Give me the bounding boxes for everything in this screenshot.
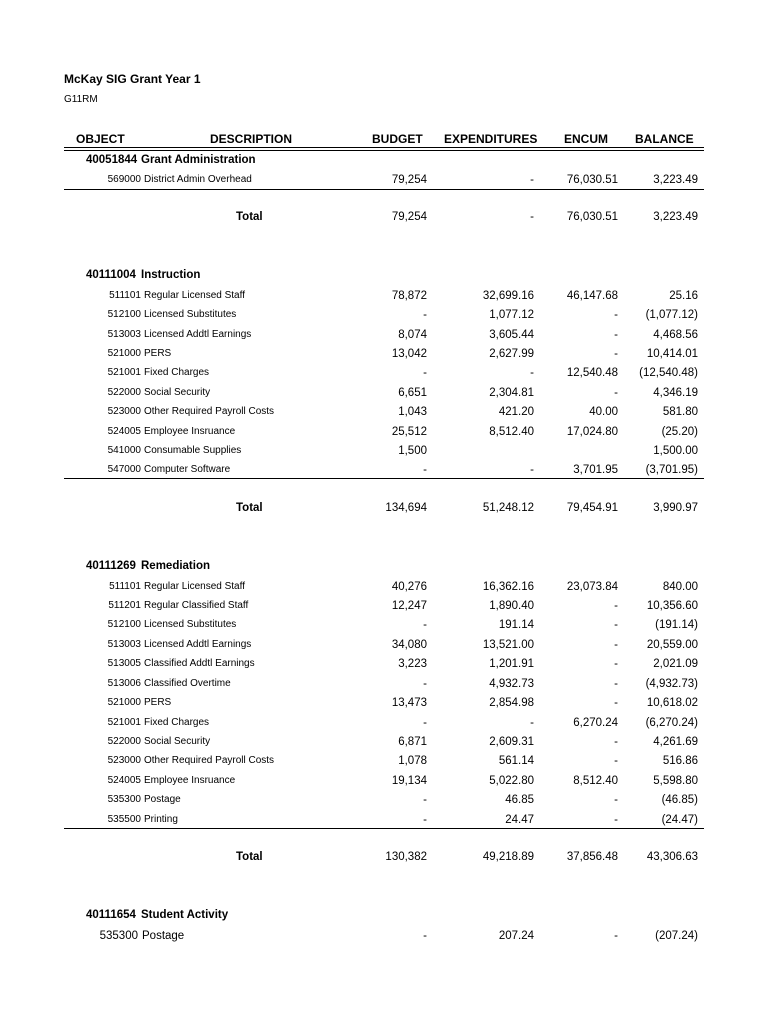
object-code: 511101 xyxy=(109,581,141,592)
budget-value: 34,080 xyxy=(391,639,427,651)
table-row xyxy=(64,636,704,654)
section-name: Instruction xyxy=(141,269,201,281)
balance-value: (3,701.95) xyxy=(645,464,698,476)
balance-value: 2,021.09 xyxy=(653,658,698,670)
expenditures-value: 32,699.16 xyxy=(482,290,534,302)
description: Regular Licensed Staff xyxy=(144,290,245,301)
encum-value: - xyxy=(614,309,618,321)
encum-value: - xyxy=(614,658,618,670)
object-code: 521000 xyxy=(107,697,141,708)
object-code: 535300 xyxy=(99,930,138,942)
object-code: 569000 xyxy=(107,174,141,185)
table-row xyxy=(64,578,704,596)
expenditures-value: 2,627.99 xyxy=(489,348,534,360)
expenditures-value: - xyxy=(530,174,534,186)
total-label: Total xyxy=(236,851,263,863)
total-expenditures: 51,248.12 xyxy=(482,502,534,514)
table-row xyxy=(64,811,704,829)
object-code: 524005 xyxy=(107,775,141,786)
object-code: 513003 xyxy=(107,639,141,650)
budget-value: 1,043 xyxy=(398,406,427,418)
description: Postage xyxy=(144,794,181,805)
header-rule-top xyxy=(64,147,704,148)
expenditures-value: 5,022.80 xyxy=(489,775,534,787)
expenditures-value: 13,521.00 xyxy=(482,639,534,651)
expenditures-value: 1,890.40 xyxy=(489,600,534,612)
budget-value: - xyxy=(423,619,427,631)
expenditures-value: 16,362.16 xyxy=(482,581,534,593)
table-row xyxy=(64,791,704,809)
expenditures-value: 2,609.31 xyxy=(489,736,534,748)
object-code: 511101 xyxy=(109,290,141,301)
description: Social Security xyxy=(144,736,211,747)
description: Postage xyxy=(142,930,185,942)
object-code: 541000 xyxy=(107,445,141,456)
description: Other Required Payroll Costs xyxy=(144,406,275,417)
description: Printing xyxy=(144,814,178,825)
expenditures-value: - xyxy=(530,717,534,729)
object-code: 511201 xyxy=(108,600,141,611)
total-balance: 43,306.63 xyxy=(646,851,698,863)
object-code: 535500 xyxy=(107,814,141,825)
section-name: Student Activity xyxy=(141,909,229,921)
encum-value: 46,147.68 xyxy=(566,290,618,302)
balance-value: 25.16 xyxy=(669,290,698,302)
expenditures-value: 2,304.81 xyxy=(489,387,534,399)
total-row xyxy=(64,209,704,227)
table-row xyxy=(64,772,704,790)
budget-value: - xyxy=(423,367,427,379)
encum-value: 12,540.48 xyxy=(566,367,618,379)
encum-value: - xyxy=(614,639,618,651)
description: Consumable Supplies xyxy=(144,445,242,456)
total-row xyxy=(64,849,704,867)
table-row xyxy=(64,306,704,324)
encum-value: - xyxy=(614,678,618,690)
budget-value: 13,042 xyxy=(391,348,427,360)
col-expenditures: EXPENDITURES xyxy=(444,132,538,146)
section-rule xyxy=(64,478,704,479)
object-code: 512100 xyxy=(107,309,141,320)
expenditures-value: 561.14 xyxy=(498,755,534,767)
encum-value: 17,024.80 xyxy=(566,426,618,438)
table-row xyxy=(64,752,704,770)
encum-value: - xyxy=(614,755,618,767)
object-code: 547000 xyxy=(107,464,141,475)
budget-value: - xyxy=(423,309,427,321)
description: Employee Insruance xyxy=(144,426,236,437)
budget-value: - xyxy=(423,717,427,729)
table-row xyxy=(64,733,704,751)
balance-value: (1,077.12) xyxy=(645,309,698,321)
section-header xyxy=(64,558,704,576)
table-row xyxy=(64,616,704,634)
total-budget: 130,382 xyxy=(385,851,427,863)
encum-value: - xyxy=(614,814,618,826)
budget-value: 8,074 xyxy=(398,329,427,341)
total-encum: 37,856.48 xyxy=(566,851,618,863)
description: Regular Licensed Staff xyxy=(144,581,245,592)
object-code: 535300 xyxy=(107,794,141,805)
object-code: 521000 xyxy=(107,348,141,359)
section-code: 40051844 xyxy=(86,154,138,166)
section-code: 40111004 xyxy=(86,269,136,281)
table-row xyxy=(64,171,704,189)
table-row xyxy=(64,597,704,615)
balance-value: 4,346.19 xyxy=(653,387,698,399)
expenditures-value: - xyxy=(530,367,534,379)
total-expenditures: 49,218.89 xyxy=(482,851,534,863)
report-title: McKay SIG Grant Year 1 xyxy=(64,72,201,86)
expenditures-value: 1,077.12 xyxy=(489,309,534,321)
total-label: Total xyxy=(236,211,263,223)
expenditures-value: 8,512.40 xyxy=(489,426,534,438)
table-row xyxy=(64,384,704,402)
description: Social Security xyxy=(144,387,211,398)
table-row xyxy=(64,675,704,693)
col-description: DESCRIPTION xyxy=(210,132,293,146)
budget-value: 25,512 xyxy=(391,426,427,438)
description: Computer Software xyxy=(144,464,231,475)
section-name: Remediation xyxy=(141,560,211,572)
object-code: 512100 xyxy=(107,619,141,630)
description: Other Required Payroll Costs xyxy=(144,755,275,766)
col-budget: BUDGET xyxy=(372,132,423,146)
report-subtitle: G11RM xyxy=(64,94,98,105)
total-balance: 3,990.97 xyxy=(653,502,698,514)
section-rule xyxy=(64,828,704,829)
header-rule-bottom xyxy=(64,150,704,151)
expenditures-value: 421.20 xyxy=(498,406,534,418)
table-row xyxy=(64,927,704,945)
balance-value: (24.47) xyxy=(661,814,698,826)
section-name: Grant Administration xyxy=(141,154,256,166)
balance-value: 1,500.00 xyxy=(653,445,698,457)
budget-value: 79,254 xyxy=(391,174,427,186)
encum-value: - xyxy=(614,794,618,806)
balance-value: 4,261.69 xyxy=(653,736,698,748)
budget-value: 3,223 xyxy=(398,658,427,670)
expenditures-value: 46.85 xyxy=(505,794,534,806)
total-expenditures: - xyxy=(530,211,534,223)
description: Classified Overtime xyxy=(144,678,231,689)
object-code: 523000 xyxy=(107,755,141,766)
section-header xyxy=(64,267,704,285)
balance-value: 10,414.01 xyxy=(646,348,698,360)
balance-value: 10,356.60 xyxy=(646,600,698,612)
encum-value: - xyxy=(614,348,618,360)
description: Fixed Charges xyxy=(144,367,210,378)
table-row xyxy=(64,287,704,305)
col-encum: ENCUM xyxy=(564,132,608,146)
description: Fixed Charges xyxy=(144,717,210,728)
expenditures-value: - xyxy=(530,464,534,476)
encum-value: - xyxy=(614,697,618,709)
col-balance: BALANCE xyxy=(635,132,694,146)
description: PERS xyxy=(144,348,172,359)
section-code: 40111654 xyxy=(86,909,136,921)
budget-value: - xyxy=(423,814,427,826)
total-balance: 3,223.49 xyxy=(653,211,698,223)
balance-value: 20,559.00 xyxy=(646,639,698,651)
encum-value: 6,270.24 xyxy=(573,717,618,729)
encum-value: - xyxy=(614,387,618,399)
encum-value: 40.00 xyxy=(589,406,618,418)
table-row xyxy=(64,423,704,441)
description: Classified Addtl Earnings xyxy=(144,658,255,669)
budget-value: 12,247 xyxy=(391,600,427,612)
object-code: 522000 xyxy=(107,736,141,747)
object-code: 521001 xyxy=(107,717,141,728)
encum-value: 76,030.51 xyxy=(566,174,618,186)
balance-value: (207.24) xyxy=(655,930,698,942)
object-code: 513006 xyxy=(107,678,141,689)
balance-value: 4,468.56 xyxy=(653,329,698,341)
budget-value: 1,500 xyxy=(398,445,427,457)
description: Licensed Substitutes xyxy=(144,309,237,320)
table-row xyxy=(64,655,704,673)
object-code: 522000 xyxy=(107,387,141,398)
total-row xyxy=(64,500,704,518)
encum-value: 8,512.40 xyxy=(573,775,618,787)
balance-value: 840.00 xyxy=(662,581,698,593)
description: Licensed Addtl Earnings xyxy=(144,639,252,650)
encum-value: - xyxy=(614,329,618,341)
description: PERS xyxy=(144,697,172,708)
table-row xyxy=(64,403,704,421)
expenditures-value: 3,605.44 xyxy=(489,329,534,341)
table-row xyxy=(64,461,704,479)
expenditures-value: 2,854.98 xyxy=(489,697,534,709)
balance-value: (4,932.73) xyxy=(645,678,698,690)
budget-value: 78,872 xyxy=(391,290,427,302)
expenditures-value: 207.24 xyxy=(498,930,534,942)
column-header-row xyxy=(64,130,704,148)
section-code: 40111269 xyxy=(86,560,136,572)
table-row xyxy=(64,694,704,712)
budget-value: 1,078 xyxy=(398,755,427,767)
expenditures-value: 24.47 xyxy=(505,814,534,826)
table-row xyxy=(64,345,704,363)
col-object: OBJECT xyxy=(76,132,125,146)
description: District Admin Overhead xyxy=(144,174,252,185)
section-header xyxy=(64,907,704,925)
encum-value: 3,701.95 xyxy=(573,464,618,476)
balance-value: 516.86 xyxy=(662,755,698,767)
object-code: 521001 xyxy=(107,367,141,378)
section-rule xyxy=(64,189,704,190)
expenditures-value: 4,932.73 xyxy=(489,678,534,690)
object-code: 524005 xyxy=(107,426,141,437)
total-label: Total xyxy=(236,502,263,514)
description: Licensed Substitutes xyxy=(144,619,237,630)
description: Regular Classified Staff xyxy=(144,600,249,611)
balance-value: (191.14) xyxy=(655,619,698,631)
balance-value: 3,223.49 xyxy=(653,174,698,186)
budget-value: 6,651 xyxy=(398,387,427,399)
budget-value: - xyxy=(423,678,427,690)
balance-value: 5,598.80 xyxy=(653,775,698,787)
budget-value: 13,473 xyxy=(391,697,427,709)
balance-value: (25.20) xyxy=(661,426,698,438)
balance-value: 10,618.02 xyxy=(646,697,698,709)
encum-value: 23,073.84 xyxy=(566,581,618,593)
encum-value: - xyxy=(614,600,618,612)
table-row xyxy=(64,714,704,732)
encum-value: - xyxy=(614,736,618,748)
balance-value: (46.85) xyxy=(661,794,698,806)
total-encum: 79,454.91 xyxy=(566,502,618,514)
object-code: 523000 xyxy=(107,406,141,417)
expenditures-value: 191.14 xyxy=(498,619,534,631)
balance-value: (12,540.48) xyxy=(639,367,698,379)
budget-value: 19,134 xyxy=(391,775,427,787)
table-row xyxy=(64,326,704,344)
balance-value: (6,270.24) xyxy=(645,717,698,729)
object-code: 513003 xyxy=(107,329,141,340)
budget-value: 6,871 xyxy=(398,736,427,748)
total-budget: 134,694 xyxy=(385,502,427,514)
budget-value: - xyxy=(423,794,427,806)
table-row xyxy=(64,364,704,382)
section-header xyxy=(64,152,704,170)
balance-value: 581.80 xyxy=(662,406,698,418)
budget-value: - xyxy=(423,930,427,942)
description: Employee Insruance xyxy=(144,775,236,786)
encum-value: - xyxy=(614,930,618,942)
total-encum: 76,030.51 xyxy=(566,211,618,223)
table-row xyxy=(64,442,704,460)
object-code: 513005 xyxy=(107,658,141,669)
total-budget: 79,254 xyxy=(391,211,427,223)
expenditures-value: 1,201.91 xyxy=(489,658,534,670)
encum-value: - xyxy=(614,619,618,631)
description: Licensed Addtl Earnings xyxy=(144,329,252,340)
budget-value: 40,276 xyxy=(391,581,427,593)
budget-value: - xyxy=(423,464,427,476)
